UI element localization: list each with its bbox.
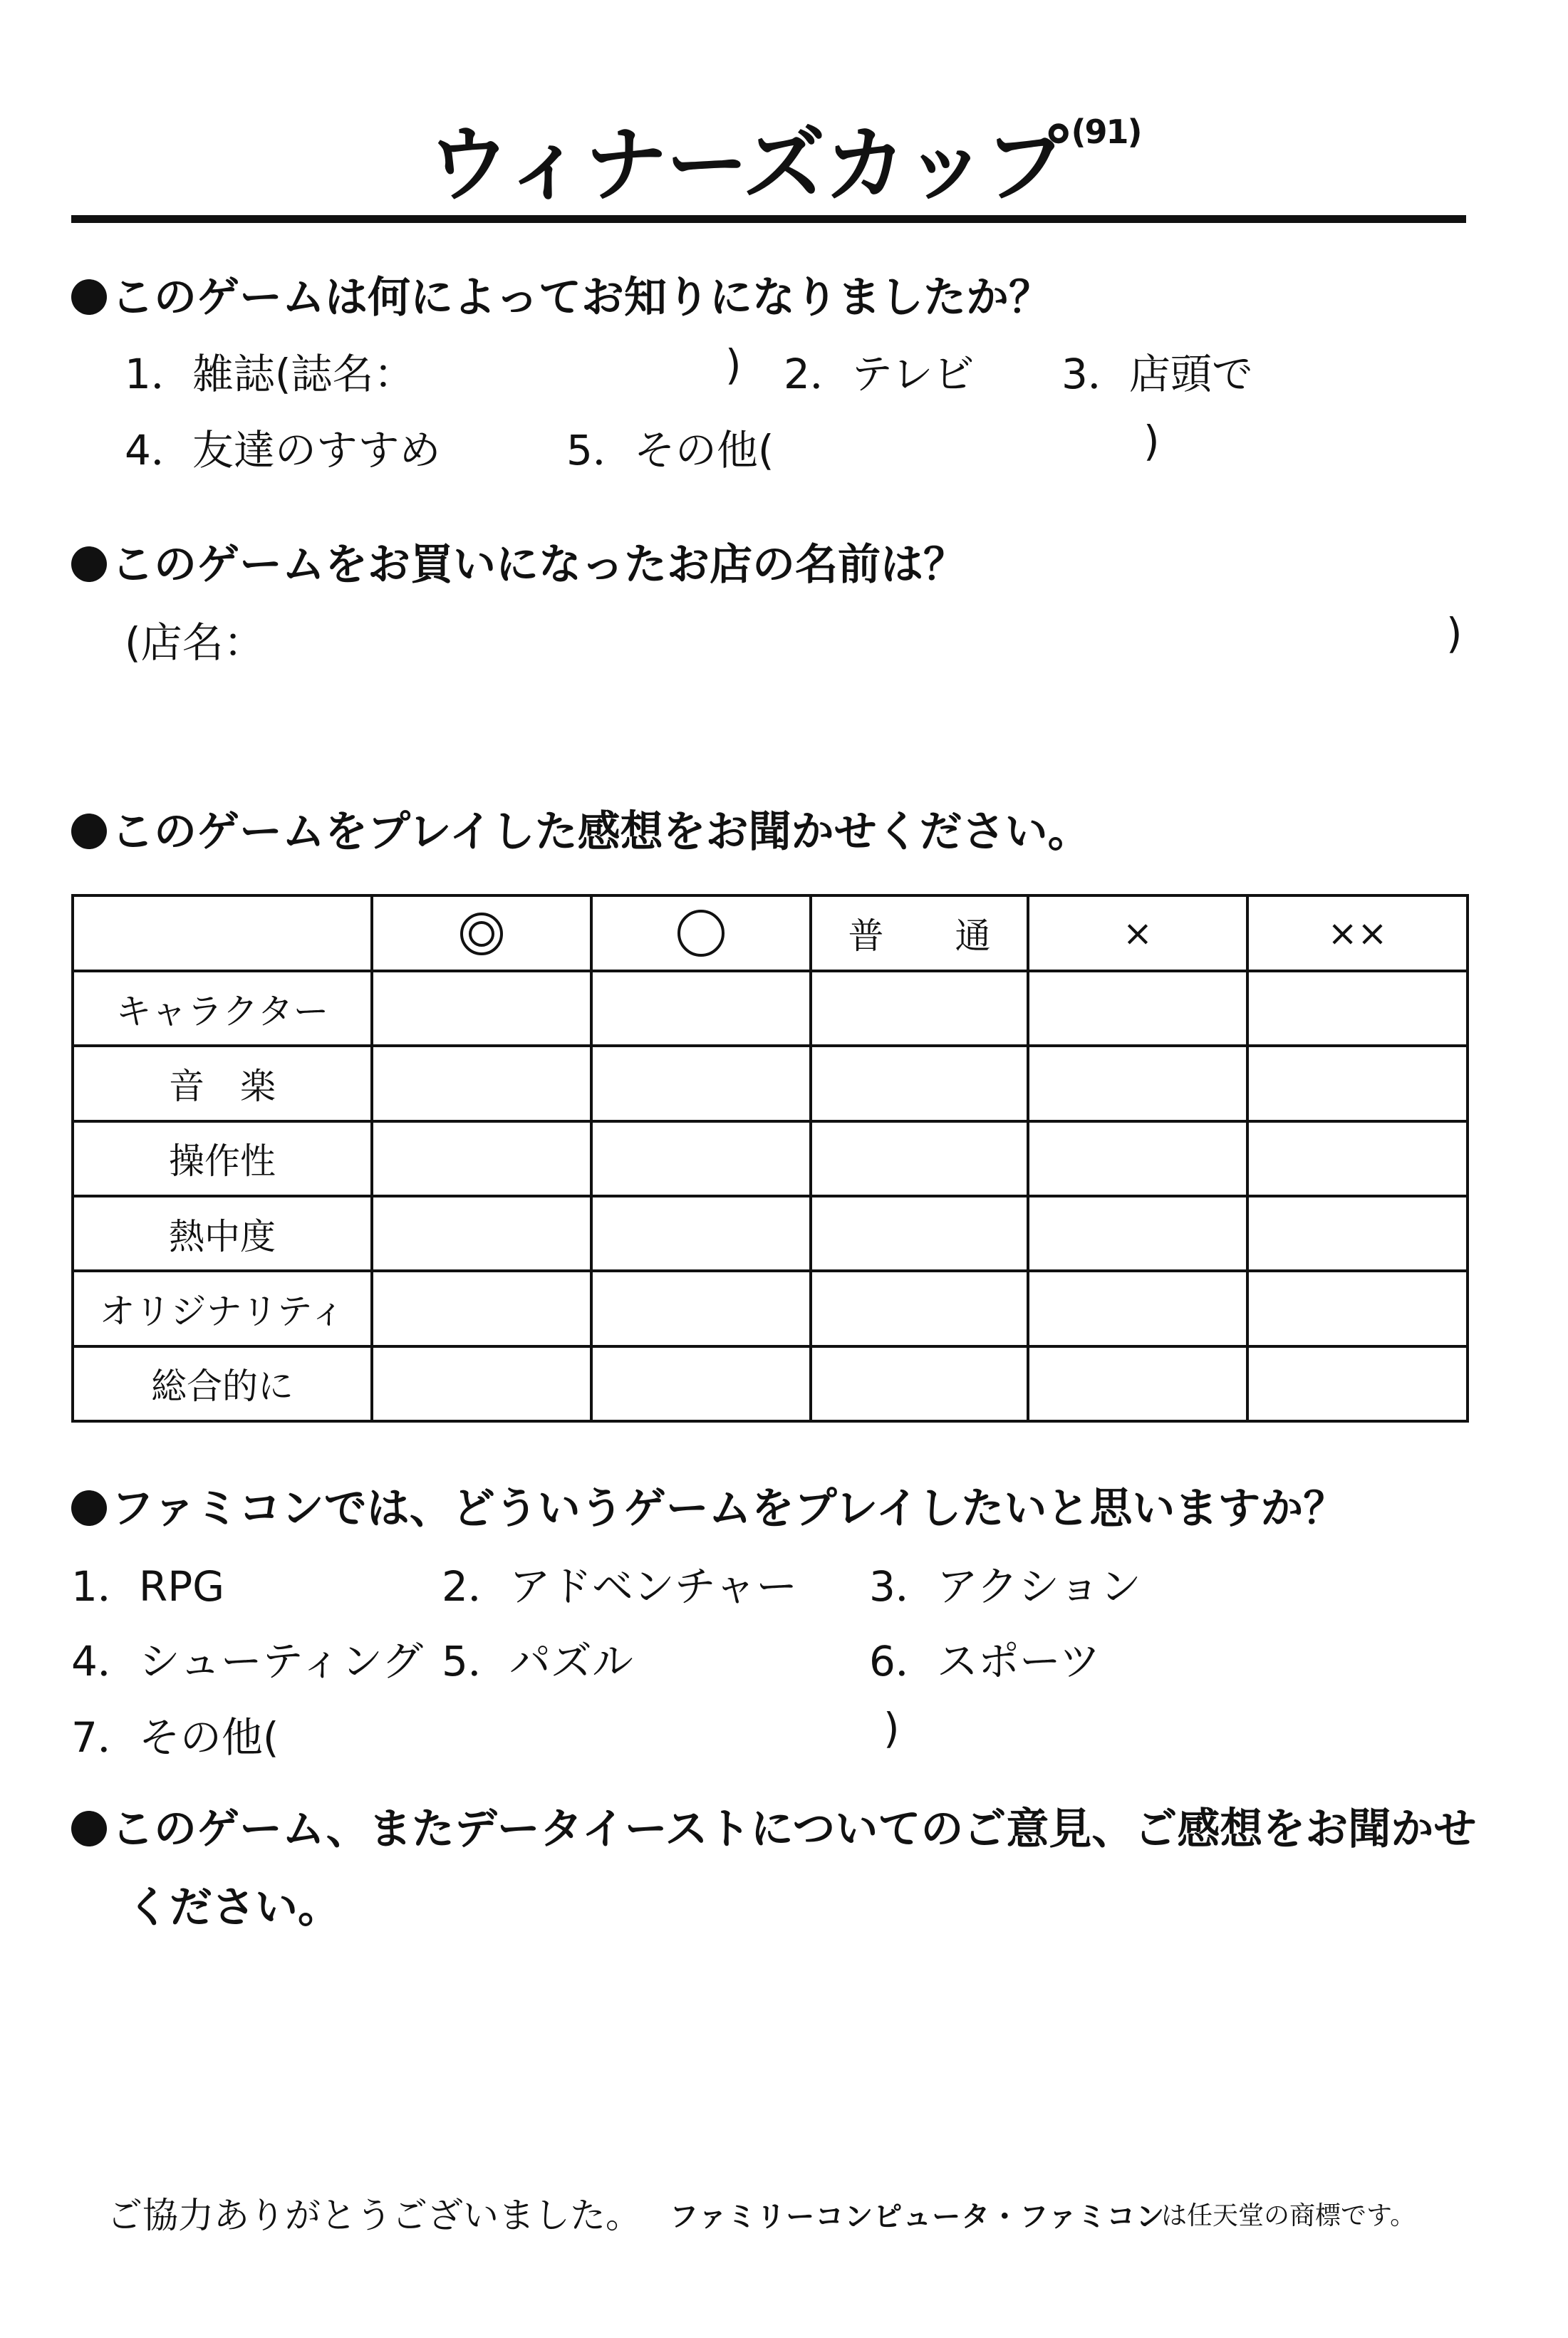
rating-cell[interactable] xyxy=(591,971,811,1046)
header-average: 普 通 xyxy=(811,895,1028,971)
bullet-icon xyxy=(71,814,107,849)
header-poor: × xyxy=(1028,895,1247,971)
rating-cell[interactable] xyxy=(591,1346,811,1421)
table-header-row xyxy=(73,895,1468,971)
rating-cell[interactable] xyxy=(1028,971,1247,1046)
footer-trademark: は任天堂の商標です。 xyxy=(1161,2201,1416,2230)
double-circle-icon xyxy=(460,913,503,955)
header-excellent xyxy=(372,895,591,971)
q4-option-rpg[interactable]: 1．RPG xyxy=(71,1562,225,1611)
rating-cell[interactable] xyxy=(811,971,1028,1046)
q4-option-other[interactable]: 7．その他( xyxy=(71,1713,279,1762)
table-row xyxy=(73,1346,1468,1421)
rating-cell[interactable] xyxy=(1028,1046,1247,1121)
q1-option-other-label: 5．その他( xyxy=(566,426,774,474)
rating-cell[interactable] xyxy=(1247,1346,1468,1421)
table-row xyxy=(73,1271,1468,1346)
q2-close-paren: ) xyxy=(1446,609,1463,658)
rating-cell[interactable] xyxy=(1247,1046,1468,1121)
table-row xyxy=(73,1121,1468,1196)
bullet-icon xyxy=(71,1811,107,1846)
footer-brand: ファミリーコンピュータ・ファミコン xyxy=(670,2201,1165,2233)
rating-cell[interactable] xyxy=(372,971,591,1046)
rating-cell[interactable] xyxy=(1247,1196,1468,1271)
bullet-icon xyxy=(71,279,107,315)
rating-cell[interactable] xyxy=(811,1346,1028,1421)
header-very-poor: ×× xyxy=(1247,895,1468,971)
table-row xyxy=(73,971,1468,1046)
row-label: オリジナリティ xyxy=(73,1271,372,1346)
q1-magazine-close-paren: ) xyxy=(725,341,742,389)
question-1-text: このゲームは何によってお知りになりましたか？ xyxy=(111,273,1052,323)
row-label: 熱中度 xyxy=(73,1196,372,1271)
rating-cell[interactable] xyxy=(591,1046,811,1121)
q1-option-tv-label: 2．テレビ xyxy=(784,350,975,398)
q1-option-store[interactable] xyxy=(1061,341,1253,400)
rating-cell[interactable] xyxy=(591,1121,811,1196)
q1-option-friend[interactable] xyxy=(125,417,440,477)
question-2 xyxy=(71,531,966,592)
question-2-text: このゲームをお買いになったお店の名前は？ xyxy=(111,540,966,590)
rating-cell[interactable] xyxy=(1028,1196,1247,1271)
question-3-text: このゲームをプレイした感想をお聞かせください。 xyxy=(111,807,1091,857)
q1-option-friend-label: 4．友達のすすめ xyxy=(125,426,441,474)
row-label: キャラクター xyxy=(73,971,372,1046)
circle-icon xyxy=(677,910,725,957)
page-title xyxy=(0,98,1568,217)
rating-cell[interactable] xyxy=(811,1196,1028,1271)
rating-cell[interactable] xyxy=(372,1196,591,1271)
table-row xyxy=(73,1196,1468,1271)
row-label: 総合的に xyxy=(73,1346,372,1421)
q1-option-magazine-label: 1．雑誌(誌名： xyxy=(125,350,415,398)
q4-option-sports[interactable]: 6．スポーツ xyxy=(869,1637,1101,1685)
question-4-text: ファミコンでは、どういうゲームをプレイしたいと思いますか？ xyxy=(111,1484,1346,1534)
footer-thanks: ご協力ありがとうございました。 xyxy=(107,2195,641,2236)
q4-option-action[interactable]: 3．アクション xyxy=(869,1562,1142,1611)
q4-option-adventure[interactable]: 2．アドベンチャー xyxy=(442,1562,798,1611)
rating-cell[interactable] xyxy=(1247,1121,1468,1196)
rating-cell[interactable] xyxy=(1247,1271,1468,1346)
rating-cell[interactable] xyxy=(372,1046,591,1121)
rating-cell[interactable] xyxy=(1028,1271,1247,1346)
header-corner-cell xyxy=(73,895,372,971)
question-5-text-line1: このゲーム、またデータイーストについてのご意見、ご感想をお聞かせ xyxy=(111,1804,1477,1854)
rating-cell[interactable] xyxy=(1028,1346,1247,1421)
title-suffix: (91) xyxy=(1071,113,1141,151)
q1-option-store-label: 3．店頭で xyxy=(1061,350,1253,398)
rating-cell[interactable] xyxy=(372,1121,591,1196)
q1-option-tv[interactable] xyxy=(784,341,975,400)
title-rule xyxy=(71,215,1466,223)
q2-store-name-label: (店名： xyxy=(125,618,265,667)
question-5-line2: ください。 xyxy=(127,1883,341,1933)
rating-cell[interactable] xyxy=(811,1271,1028,1346)
rating-cell[interactable] xyxy=(1028,1121,1247,1196)
q1-other-close-paren: ) xyxy=(1143,417,1160,465)
q1-option-other[interactable] xyxy=(566,417,774,477)
question-1 xyxy=(71,264,1052,325)
rating-cell[interactable] xyxy=(372,1271,591,1346)
header-good xyxy=(591,895,811,971)
row-label: 音 楽 xyxy=(73,1046,372,1121)
question-3 xyxy=(71,798,1091,859)
question-5 xyxy=(71,1795,1476,1856)
rating-cell[interactable] xyxy=(811,1121,1028,1196)
rating-cell[interactable] xyxy=(591,1271,811,1346)
rating-cell[interactable] xyxy=(811,1046,1028,1121)
q4-other-close-paren: ) xyxy=(883,1704,900,1752)
rating-cell[interactable] xyxy=(372,1346,591,1421)
rating-table xyxy=(71,894,1469,1423)
question-4 xyxy=(71,1475,1346,1536)
title-text: ウィナーズカップ xyxy=(427,117,1067,213)
q1-option-magazine[interactable] xyxy=(125,341,415,400)
bullet-icon xyxy=(71,1490,107,1526)
rating-cell[interactable] xyxy=(591,1196,811,1271)
q4-option-puzzle[interactable]: 5．パズル xyxy=(442,1637,633,1685)
table-row xyxy=(73,1046,1468,1121)
bullet-icon xyxy=(71,546,107,582)
q4-option-shooting[interactable]: 4．シューティング xyxy=(71,1637,423,1685)
row-label: 操作性 xyxy=(73,1121,372,1196)
rating-cell[interactable] xyxy=(1247,971,1468,1046)
